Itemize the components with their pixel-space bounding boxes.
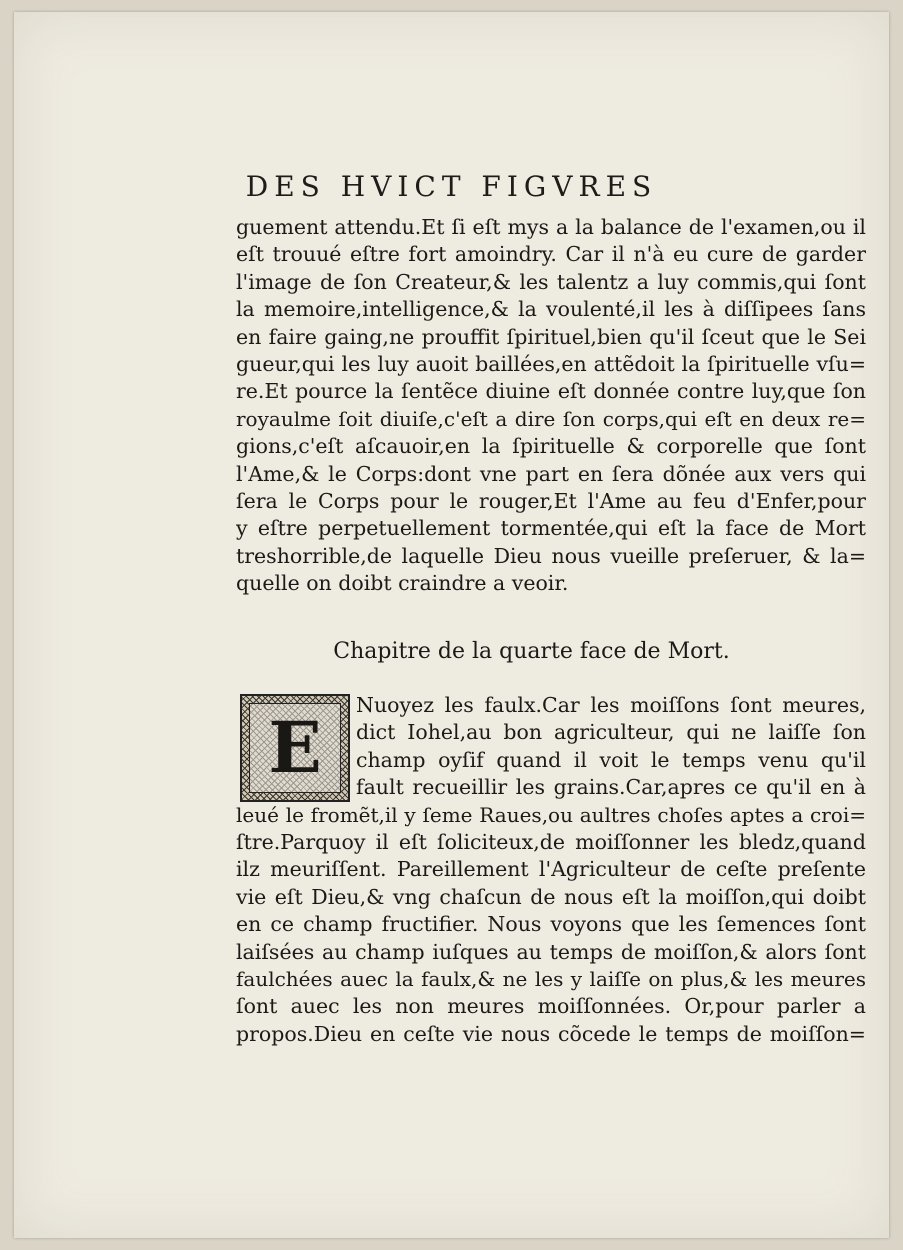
text-line: quelle on doibt craindre a veoir.: [236, 571, 569, 596]
text-line: eſt trouué eſtre fort amoindry. Car il n'à eu cure de garder: [236, 242, 866, 267]
text-line: ſera le Corps pour le rouger,Et l'Ame au feu d'Enfer,pour: [236, 488, 866, 513]
text-line: y eſtre perpetuellement tormentée,qui eſt la face de Mort: [236, 516, 866, 541]
text-line: champ oyſif quand il voit le temps venu qu'il: [356, 747, 866, 772]
paragraph-1: [236, 214, 866, 597]
text-line: ſont auec les non meures moiſſonnées. Or,pour parler a: [236, 994, 866, 1019]
text-line: royaulme ſoit diuiſe,c'eſt a dire ſon corps,qui eſt en deux re=: [236, 406, 866, 431]
text-line: la memoire,intelligence,& la voulenté,il les à diſſipees ſans: [236, 297, 866, 322]
chapter-heading: Chapitre de la quarte face de Mort.: [333, 639, 730, 664]
text-line: fault recueillir les grains.Car,apres ce qu'il en à: [356, 775, 866, 800]
text-line: gueur,qui les luy auoit baillées,en attẽdoit la ſpirituelle vſu=: [236, 351, 866, 376]
text-line: guement attendu.Et ſi eſt mys a la balance de l'examen,ou il: [236, 215, 866, 239]
text-line: Nuoyez les faulx.Car les moiſſons ſont meures,: [356, 693, 866, 717]
text-line: treshorrible,de laquelle Dieu nous vueille preſeruer, & la=: [236, 543, 866, 568]
book-page: [14, 12, 889, 1238]
text-line: l'image de ſon Createur,& les talentz a luy commis,qui ſont: [236, 269, 866, 294]
text-line: ſtre.Parquoy il eſt ſoliciteux,de moiſſonner les bledz,quand: [236, 829, 866, 854]
text-line: l'Ame,& le Corps:dont vne part en ſera dõnée aux vers qui: [236, 461, 866, 486]
initial-letter: E: [249, 703, 341, 793]
text-line: laiſsées au champ iuſques au temps de moiſſon,& alors ſont: [236, 939, 866, 964]
text-line: leué le fromẽt,il y ſeme Raues,ou aultres choſes aptes a croi=: [236, 802, 866, 827]
text-line: ilz meuriſſent. Pareillement l'Agriculteur de ceſte preſente: [236, 857, 866, 882]
text-line: faulchées auec la faulx,& ne les y laiſſe on plus,& les meures: [236, 966, 866, 991]
text-line: en faire gaing,ne prouffit ſpirituel,bien qu'il ſceut que le Sei: [236, 324, 866, 349]
paragraph-2: [236, 692, 866, 1048]
text-line: gions,c'eſt aſcauoir,en la ſpirituelle & corporelle que ſont: [236, 434, 866, 459]
text-line: en ce champ fructifier. Nous voyons que les ſemences ſont: [236, 912, 866, 937]
text-line: dict Iohel,au bon agriculteur, qui ne laiſſe ſon: [356, 720, 866, 745]
text-line: propos.Dieu en ceſte vie nous cõcede le temps de moiſſon=: [236, 1021, 866, 1046]
text-line: vie eſt Dieu,& vng chaſcun de nous eſt la moiſſon,qui doibt: [236, 884, 866, 909]
text-line: re.Et pource la ſentẽce diuine eſt donnée contre luy,que ſon: [236, 379, 866, 404]
running-header: DES HVICT FIGVRES: [245, 170, 658, 203]
